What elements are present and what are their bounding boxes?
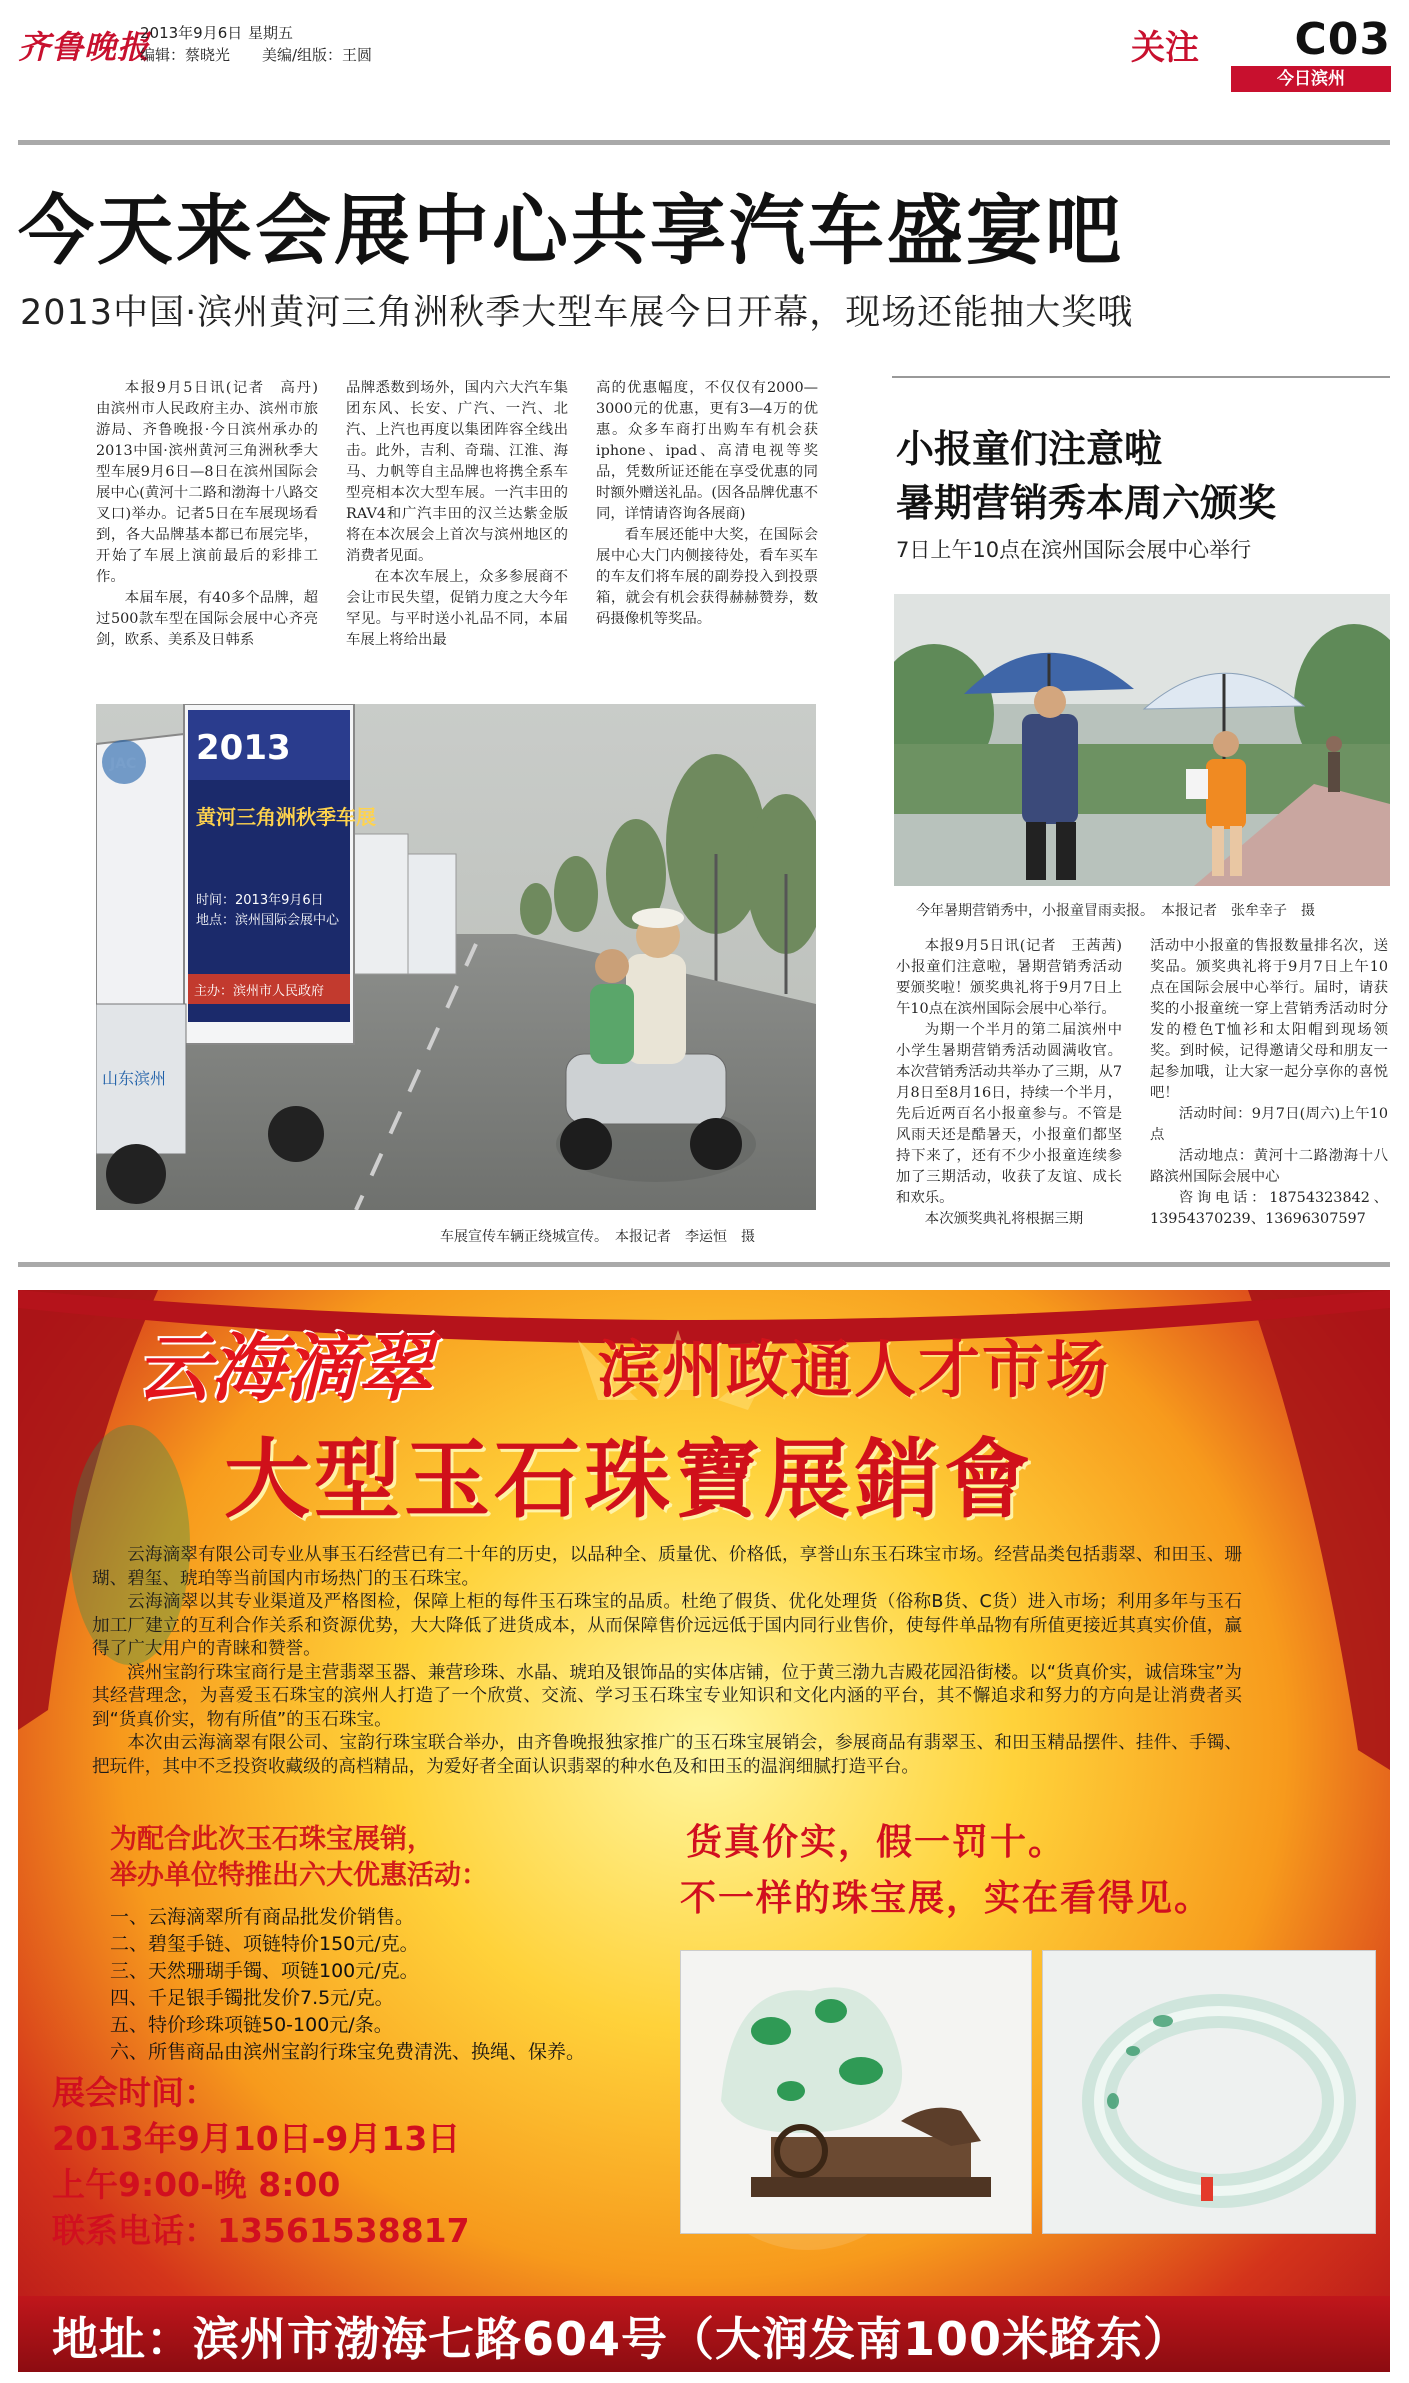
paragraph: 咨询电话：18754323842、13954370239、13696307597 bbox=[1150, 1190, 1388, 1227]
paragraph: 活动地点：黄河十二路渤海十八路滨州国际会展中心 bbox=[1150, 1148, 1388, 1185]
promo-list bbox=[110, 1904, 585, 2066]
side-column-2 bbox=[1150, 936, 1388, 1230]
banner-host: 主办：滨州市人民政府 bbox=[194, 984, 325, 999]
newsboy-in-rain-illustration bbox=[894, 594, 1390, 886]
promo-item: 二、碧玺手链、项链特价150元/克。 bbox=[110, 1933, 419, 1955]
lead-headline: 今天来会展中心共享汽车盛宴吧 bbox=[18, 186, 1124, 275]
promo-item: 四、千足银手镯批发价7.5元/克。 bbox=[110, 1987, 394, 2009]
subsection-badge: 今日滨州 bbox=[1231, 66, 1391, 92]
newspaper-logo: 齐鲁晚报 bbox=[18, 28, 151, 66]
lead-subhead: 2013中国·滨州黄河三角洲秋季大型车展今日开幕，现场还能抽大奖哦 bbox=[20, 293, 1134, 333]
lead-column-2 bbox=[346, 378, 568, 651]
lead-column-1 bbox=[96, 378, 333, 651]
side-story-rule bbox=[892, 376, 1390, 378]
contact-phone: 联系电话：13561538817 bbox=[52, 2211, 470, 2250]
promo-item: 五、特价珍珠项链50-100元/条。 bbox=[110, 2014, 393, 2036]
paragraph: 活动中小报童的售报数量排名次，送奖品。颁奖典礼将于9月7日上午10点在国际会展中心举行。届时，请获奖的小报童统一穿上营销秀活动时分发的橙色T恤衫和太阳帽到现场领奖。到时候，记得邀请父母和朋友一起参加哦，让大家一起分享你的喜悦吧！ bbox=[1150, 938, 1388, 1101]
newsboy-photo bbox=[894, 594, 1390, 886]
jade-bangle-photo bbox=[1042, 1950, 1376, 2234]
ad-paragraph: 云海滴翠有限公司专业从事玉石经营已有二十年的历史，以品种全、质量优、价格低，享誉山东玉石珠宝市场。经营品类包括翡翠、和田玉、珊瑚、碧玺、琥珀等当前国内市场热门的玉石珠宝。 bbox=[92, 1545, 1242, 1589]
paragraph: 本届车展，有40多个品牌，超过500款车型在国际会展中心齐亮剑，欧系、美系及日韩系 bbox=[96, 590, 318, 648]
ad-slogan-2: 不一样的珠宝展，实在看得见。 bbox=[680, 1878, 1213, 1919]
paragraph: 本次颁奖典礼将根据三期 bbox=[924, 1211, 1084, 1227]
banner-venue: 地点：滨州国际会展中心 bbox=[196, 913, 340, 928]
car-show-photo bbox=[96, 704, 816, 1210]
promo-heading-line: 为配合此次玉石珠宝展销， bbox=[110, 1824, 434, 1855]
promo-item: 一、云海滴翠所有商品批发价销售。 bbox=[110, 1906, 415, 1928]
issue-date: 2013年9月6日 bbox=[140, 24, 243, 42]
ad-paragraph: 本次由云海滴翠有限公司、宝韵行珠宝联合举办，由齐鲁晚报独家推广的玉石珠宝展销会，参展商品有翡翠玉、和田玉精品摆件、挂件、手镯、把玩件，其中不乏投资收藏级的高档精品，为爱好者全面认识翡翠的种水色及和田玉的温润细腻打造平台。 bbox=[92, 1733, 1242, 1777]
top-rule bbox=[18, 140, 1390, 145]
paragraph: 品牌悉数到场外，国内六大汽车集团东风、长安、广汽、一汽、北汽、上汽也再度以集团阵容全线出击。此外，吉利、奇瑞、江淮、海马、力帆等自主品牌也将携全系车型亮相本次大型车展。一汽丰田的RAV4和广汽丰田的汉兰达紫金版将在本次展会上首次与滨州地区的消费者见面。 bbox=[346, 380, 568, 564]
ad-body bbox=[92, 1544, 1242, 1779]
ad-separator-rule bbox=[18, 1262, 1390, 1267]
ad-title: 大型玉石珠寶展銷會 bbox=[224, 1430, 1034, 1530]
side-title-line2: 暑期营销秀本周六颁奖 bbox=[896, 481, 1277, 525]
paragraph: 本报9月5日讯(记者 王茜茜) 小报童们注意啦，暑期营销秀活动要颁奖啦！颁奖典礼将于9月7日上午10点在滨州国际会展中心举行。 bbox=[896, 938, 1137, 1017]
lead-column-3 bbox=[596, 378, 818, 630]
lead-photo-caption: 车展宣传车辆正绕城宣传。 本报记者 李运恒 摄 bbox=[440, 1229, 755, 1245]
ad-slogan-1: 货真价实，假一罚十。 bbox=[686, 1822, 1067, 1863]
paragraph: 为期一个半月的第二届滨州中小学生暑期营销秀活动圆满收官。本次营销秀活动共举办了三期，从7月8日至8月16日，持续一个半月，先后近两百名小报童参与。不管是风雨天还是酷暑天，小报童们都坚持下来了，还有不少小报童连续参加了三期活动，收获了友谊、成长和欢乐。 bbox=[896, 1022, 1122, 1206]
promo-heading-line: 举办单位特推出六大优惠活动： bbox=[110, 1860, 488, 1891]
promo-heading bbox=[110, 1822, 488, 1894]
banner-time: 时间：2013年9月6日 bbox=[196, 893, 324, 908]
side-column-1 bbox=[896, 936, 1137, 1230]
ad-paragraph: 滨州宝韵行珠宝商行是主营翡翠玉器、兼营珍珠、水晶、琥珀及银饰品的实体店铺，位于黄三渤九吉殿花园沿街楼。以“货真价实，诚信珠宝”为其经营理念，为喜爱玉石珠宝的滨州人打造了一个欣赏、交流、学习玉石珠宝专业知识和文化内涵的平台，其不懈追求和努力的方向是让消费者买到“货真价实，物有所值”的玉石珠宝。 bbox=[92, 1662, 1242, 1730]
paragraph: 活动时间：9月7日(周六)上午10点 bbox=[1150, 1106, 1388, 1143]
section-label: 关注 bbox=[1131, 28, 1199, 68]
exhibition-dates: 2013年9月10日-9月13日 bbox=[52, 2119, 461, 2158]
jewelry-ad bbox=[18, 1290, 1390, 2372]
page-number: C03 bbox=[1294, 14, 1391, 65]
paragraph: 本报9月5日讯(记者 高丹) 由滨州市人民政府主办、滨州市旅游局、齐鲁晚报·今日滨州承办的2013中国·滨州黄河三角洲秋季大型车展9月6日—8日在滨州国际会展中心(黄河十二路和渤海十八路交叉口)举办。记者5日在车展现场看到，各大品牌基本都已布展完毕，开始了车展上演前最后的彩排工作。 bbox=[96, 380, 333, 585]
ad-organizer: 滨州政通人才市场 bbox=[598, 1333, 1111, 1406]
jade-carving-illustration bbox=[681, 1951, 1031, 2233]
exhibition-hours: 上午9:00-晚 8:00 bbox=[52, 2165, 341, 2204]
banner-event: 黄河三角洲秋季车展 bbox=[196, 805, 376, 829]
ad-brand-logo: 云海滴翠 bbox=[136, 1326, 432, 1412]
editor-credit: 编辑：蔡晓光 bbox=[140, 46, 231, 64]
jade-carving-photo bbox=[680, 1950, 1032, 2234]
banner-year: 2013 bbox=[196, 728, 291, 768]
design-credit: 美编/组版：王圆 bbox=[262, 46, 373, 64]
exhibition-time-label: 展会时间： bbox=[52, 2073, 217, 2112]
promo-item: 六、所售商品由滨州宝韵行珠宝免费清洗、换绳、保养。 bbox=[110, 2041, 586, 2063]
side-title-line1: 小报童们注意啦 bbox=[896, 427, 1163, 471]
truck-convoy-illustration bbox=[96, 704, 816, 1210]
promo-item: 三、天然珊瑚手镯、项链100元/克。 bbox=[110, 1960, 419, 1982]
side-subtitle: 7日上午10点在滨州国际会展中心举行 bbox=[896, 538, 1252, 562]
issue-weekday: 星期五 bbox=[248, 24, 294, 42]
ad-paragraph: 云海滴翠以其专业渠道及严格图检，保障上柜的每件玉石珠宝的品质。杜绝了假货、优化处理货（俗称B货、C货）进入市场；利用多年与玉石加工厂建立的互利合作关系和资源优势，大大降低了进货成本，从而保障售价远远低于国内同行业售价，使每件单品物有所值更接近其真实价值，赢得了广大用户的青睐和赞誉。 bbox=[92, 1592, 1242, 1659]
paragraph: 在本次车展上，众多参展商不会让市民失望，促销力度之大今年罕见。与平时送小礼品不同，本届车展上将给出最 bbox=[346, 569, 568, 648]
paragraph: 看车展还能中大奖，在国际会展中心大门内侧接待处，看车买车的车友们将车展的副券投入到投票箱，就会有机会获得赫赫赞券，数码摄像机等奖品。 bbox=[596, 527, 818, 627]
ad-address: 地址：滨州市渤海七路604号（大润发南100米路东） bbox=[52, 2312, 1191, 2366]
jade-bangle-illustration bbox=[1043, 1951, 1375, 2233]
side-photo-caption: 今年暑期营销秀中，小报童冒雨卖报。 本报记者 张牟幸子 摄 bbox=[916, 903, 1315, 919]
paragraph: 高的优惠幅度，不仅仅有2000—3000元的优惠，更有3—4万的优惠。众多车商打出购车有机会获iphone、ipad、高清电视等奖品，凭数所证还能在享受优惠的同时额外赠送礼品。(因各品牌优惠不同，详情请咨询各展商) bbox=[596, 380, 818, 522]
truck-side-text: 山东滨州 bbox=[102, 1069, 167, 1088]
